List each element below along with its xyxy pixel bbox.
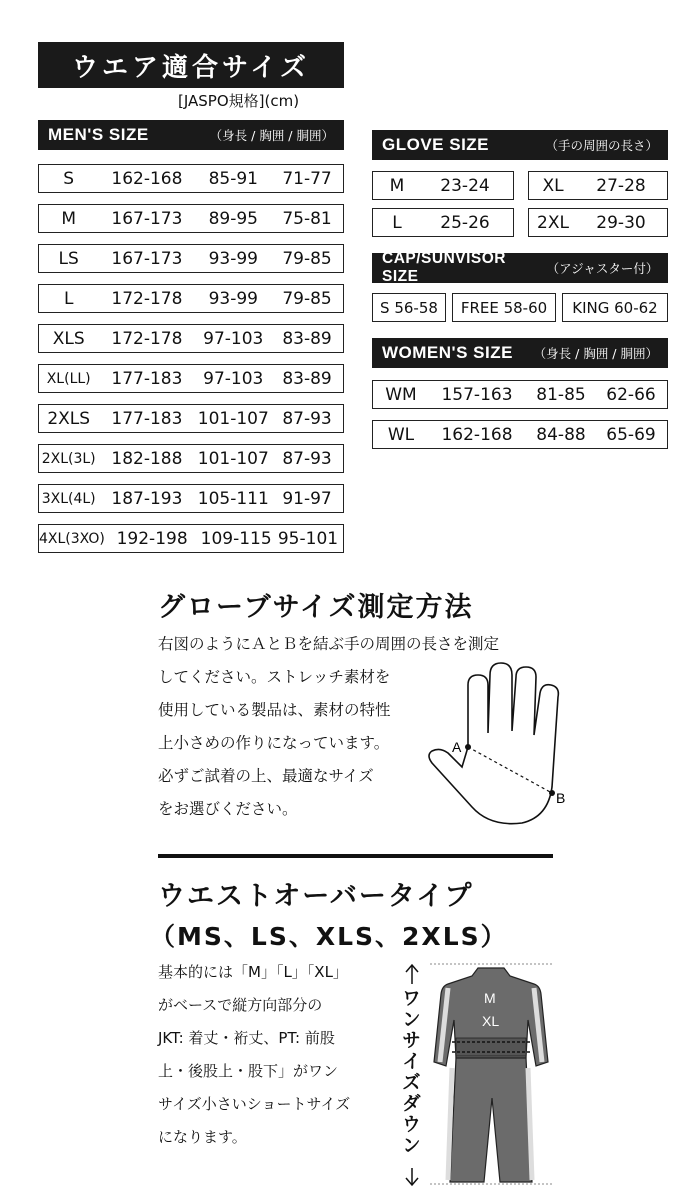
mens-waist-range: 83-89	[282, 368, 332, 389]
page-title: ウエア適合サイズ	[38, 42, 344, 88]
mens-chest-range: 105-111	[197, 488, 269, 509]
mens-waist-range: 79-85	[282, 288, 332, 309]
section-divider	[158, 854, 553, 858]
mens-height-range: 187-193	[111, 488, 183, 509]
glove-method-line: をお選びください。	[158, 800, 298, 818]
figure-label-xl: XL	[482, 1013, 500, 1029]
cap-cell: KING 60-62	[562, 293, 668, 322]
mens-height-range: 172-178	[111, 288, 183, 309]
waist-over-line: 基本的には「M」「L」「XL」	[158, 963, 348, 981]
womens-size-label: WL	[387, 424, 415, 445]
glove-size-note: （手の周囲の長さ）	[545, 138, 658, 153]
mens-chest-range: 109-115	[200, 528, 272, 549]
mens-chest-range: 97-103	[203, 368, 264, 389]
mens-row	[38, 204, 344, 233]
womens-chest-range: 81-85	[536, 384, 586, 405]
waist-over-line: になります。	[158, 1128, 247, 1146]
mens-row	[38, 524, 344, 553]
mens-height-range: 167-173	[111, 208, 183, 229]
ski-suit-figure	[430, 958, 552, 1188]
mens-size-label: 3XL(4L)	[41, 490, 96, 507]
glove-size-range: 23-24	[440, 175, 490, 196]
mens-waist-range: 71-77	[282, 168, 332, 189]
waist-over-title: ウエストオーバータイプ	[158, 881, 474, 912]
womens-size-rows	[372, 380, 668, 449]
glove-size-range: 27-28	[596, 175, 646, 196]
waist-over-line: JKT: 着丈・裄丈、PT: 前股	[158, 1029, 335, 1047]
pants-shape	[450, 1058, 532, 1182]
figure-label-m: M	[484, 990, 496, 1006]
mens-chest-range: 89-95	[208, 208, 258, 229]
glove-size-label: XL	[542, 175, 564, 196]
glove-method-line: してください。ストレッチ素材を	[158, 668, 391, 686]
womens-size-header	[372, 338, 668, 368]
mens-waist-range: 95-101	[277, 528, 339, 549]
mens-size-note: （身長 / 胸囲 / 胴囲）	[209, 128, 334, 143]
standard-note: [JASPO規格](cm)	[178, 92, 300, 110]
womens-size-label: WM	[385, 384, 417, 405]
glove-size-label: L	[392, 212, 402, 233]
mens-row	[38, 284, 344, 313]
mens-size-label: 2XLS	[47, 408, 91, 429]
glove-size-title: GLOVE SIZE	[382, 135, 490, 154]
mens-waist-range: 91-97	[282, 488, 332, 509]
point-b-label: B	[556, 790, 566, 806]
mens-size-label: S	[63, 168, 75, 189]
mens-size-table	[38, 120, 344, 553]
cap-size-note: （アジャスター付）	[546, 261, 659, 276]
waist-over-subtitle: （MS、LS、XLS、2XLS）	[150, 922, 508, 951]
glove-method-line: 必ずご試着の上、最適なサイズ	[158, 767, 374, 785]
mens-size-label: L	[63, 288, 74, 309]
glove-size-label: 2XL	[537, 212, 569, 233]
hand-outline	[429, 663, 558, 824]
glove-cell	[528, 171, 668, 200]
mens-row	[38, 164, 344, 193]
mens-chest-range: 101-107	[197, 408, 269, 429]
mens-chest-range: 93-99	[208, 288, 258, 309]
mens-height-range: 177-183	[111, 368, 183, 389]
cap-size-title: CAP/SUNVISOR SIZE	[382, 250, 506, 285]
mens-row	[38, 364, 344, 393]
mens-size-label: XLS	[52, 328, 85, 349]
womens-row	[372, 380, 668, 409]
mens-waist-range: 79-85	[282, 248, 332, 269]
mens-height-range: 162-168	[111, 168, 183, 189]
mens-height-range: 172-178	[111, 328, 183, 349]
womens-height-range: 157-163	[441, 384, 513, 405]
glove-size-range: 25-26	[440, 212, 490, 233]
mens-chest-range: 93-99	[208, 248, 258, 269]
hand-diagram	[420, 655, 585, 830]
cap-size-table	[372, 250, 668, 285]
mens-size-header	[38, 120, 344, 150]
mens-size-label: M	[61, 208, 77, 229]
womens-row	[372, 420, 668, 449]
glove-size-label: M	[389, 175, 405, 196]
glove-size-table	[372, 130, 668, 160]
glove-cell	[528, 208, 668, 237]
glove-size-header	[372, 130, 668, 160]
mens-height-range: 167-173	[111, 248, 183, 269]
point-a-label: A	[452, 739, 462, 755]
mens-height-range: 177-183	[111, 408, 183, 429]
mens-chest-range: 101-107	[197, 448, 269, 469]
waist-over-line: 上・後股上・股下」がワン	[158, 1062, 339, 1080]
cap-size-header	[372, 250, 668, 285]
mens-size-label: XL(LL)	[46, 370, 91, 387]
womens-height-range: 162-168	[441, 424, 513, 445]
mens-row	[38, 444, 344, 473]
mens-row	[38, 244, 344, 273]
womens-waist-range: 65-69	[606, 424, 656, 445]
glove-method-line: 使用している製品は、素材の特性	[158, 701, 391, 719]
mens-height-range: 192-198	[116, 528, 188, 549]
mens-chest-range: 85-91	[208, 168, 258, 189]
womens-size-title: WOMEN'S SIZE	[382, 343, 513, 362]
womens-waist-range: 62-66	[606, 384, 656, 405]
waist-over-text	[158, 956, 408, 1154]
mens-waist-range: 75-81	[282, 208, 332, 229]
one-size-down-label: ワンサイズダウン	[399, 988, 421, 1156]
womens-size-table	[372, 338, 668, 449]
glove-cell	[372, 171, 514, 200]
cap-cell: FREE 58-60	[452, 293, 556, 322]
womens-chest-range: 84-88	[536, 424, 586, 445]
glove-method-line: 上小さめの作りになっています。	[158, 734, 390, 752]
mens-row	[38, 324, 344, 353]
mens-waist-range: 87-93	[282, 408, 332, 429]
glove-method-line: 右図のようにＡとＢを結ぶ手の周囲の長さを測定	[158, 635, 500, 653]
mens-waist-range: 87-93	[282, 448, 332, 469]
mens-row	[38, 484, 344, 513]
mens-size-label: 4XL(3XO)	[39, 530, 105, 547]
mens-size-label: 2XL(3L)	[41, 450, 96, 467]
womens-size-note: （身長 / 胸囲 / 胴囲）	[533, 346, 658, 361]
waist-over-line: がベースで縦方向部分の	[158, 996, 323, 1014]
mens-size-title: MEN'S SIZE	[48, 125, 149, 144]
glove-method-title: グローブサイズ測定方法	[158, 592, 474, 623]
mens-height-range: 182-188	[111, 448, 183, 469]
glove-cell	[372, 208, 514, 237]
mens-chest-range: 97-103	[203, 328, 264, 349]
mens-row	[38, 404, 344, 433]
cap-cell: S 56-58	[372, 293, 446, 322]
glove-size-range: 29-30	[596, 212, 646, 233]
waist-over-line: サイズ小さいショートサイズ	[158, 1095, 351, 1113]
mens-size-rows	[38, 164, 344, 553]
mens-size-label: LS	[58, 248, 79, 269]
mens-waist-range: 83-89	[282, 328, 332, 349]
